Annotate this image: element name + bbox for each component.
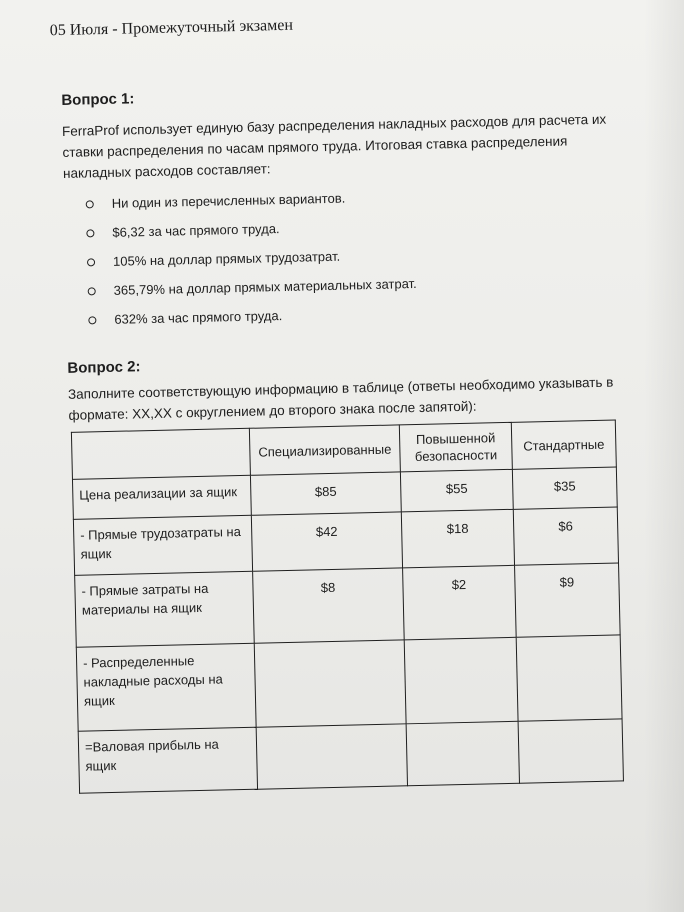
table-header-cell: Стандартные	[511, 420, 616, 469]
row-label: - Прямые затраты на материалы на ящик	[75, 571, 255, 647]
table-header-cell	[71, 428, 250, 479]
answer-cell[interactable]	[404, 637, 518, 724]
answer-options	[85, 178, 588, 334]
answer-option-label: 365,79% на доллар прямых материальных затрат.	[113, 275, 417, 298]
row-label: Цена реализации за ящик	[72, 475, 251, 519]
radio-circle-icon	[86, 229, 94, 237]
radio-circle-icon	[87, 258, 95, 266]
answer-cell[interactable]	[254, 640, 406, 727]
question-2-text: Заполните соответствующую информацию в таблице (ответы необходимо указывать в формате: XX,XX с округлением до второго знака после запятой):	[67, 374, 614, 423]
radio-circle-icon	[88, 287, 96, 295]
answer-option-label: 632% за час прямого труда.	[114, 308, 283, 327]
answer-cell[interactable]	[256, 724, 407, 789]
table-cell: $85	[250, 472, 401, 515]
question-1-text: FerraProf использует единую базу распределения накладных расходов для расчета их ставки распределения по часам прямого труда. Итоговая ставка распределения накладных расходов составляет:	[61, 111, 607, 181]
answer-option-label: 105% на доллар прямых трудозатрат.	[112, 248, 341, 269]
table-row	[75, 563, 620, 647]
table-header-cell: Повышенной безопасности	[399, 422, 512, 472]
table-row	[76, 635, 622, 731]
table-cell: $55	[400, 469, 513, 512]
table-cell: $6	[513, 507, 618, 565]
table-cell: $8	[253, 568, 405, 643]
answer-cell[interactable]	[516, 635, 622, 721]
row-label: - Распределенные накладные расходы на ящик	[76, 643, 256, 731]
answer-cell[interactable]	[518, 719, 623, 783]
answer-option-label: Ни один из перечисленных вариантов.	[111, 190, 346, 211]
page-header: 05 Июля - Промежуточный экзамен	[49, 16, 294, 40]
row-label: =Валовая прибыль на ящик	[78, 727, 257, 793]
table-cell: $18	[401, 509, 514, 568]
table-row	[78, 719, 623, 793]
table-cell: $9	[515, 563, 621, 637]
radio-circle-icon	[88, 316, 96, 324]
row-label: - Прямые трудозатраты на ящик	[73, 515, 252, 575]
table-cell: $2	[403, 565, 517, 640]
answer-option-label: $6,32 за час прямого труда.	[112, 221, 280, 240]
table-cell: $42	[251, 512, 402, 571]
answer-table	[71, 419, 624, 793]
radio-circle-icon	[86, 200, 94, 208]
answer-cell[interactable]	[406, 721, 519, 786]
question-2-title: Вопрос 2:	[67, 358, 141, 377]
question-1-title: Вопрос 1:	[61, 90, 135, 109]
table-header-cell: Специализированные	[249, 425, 400, 475]
table-cell: $35	[512, 467, 617, 509]
